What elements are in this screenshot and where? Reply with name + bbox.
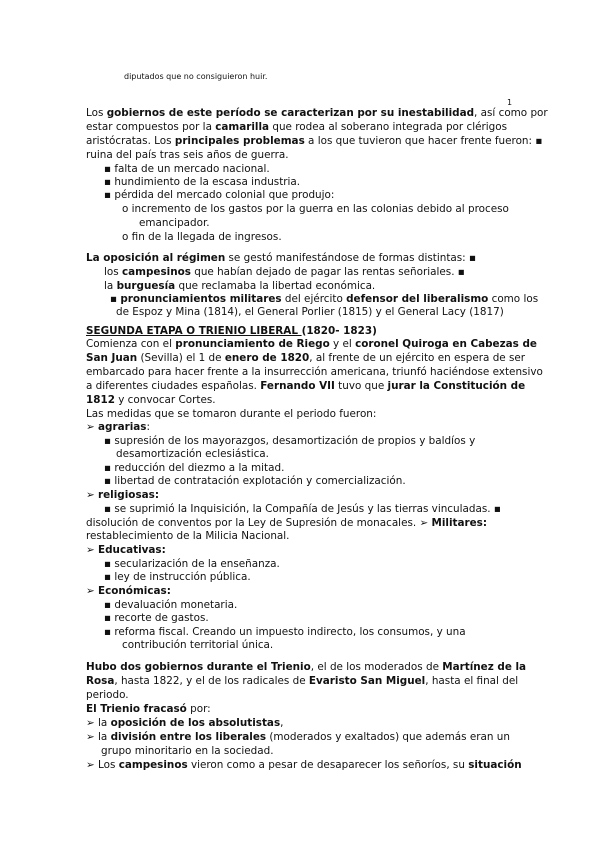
militares-line: restablecimiento de la Milicia Nacional. bbox=[86, 530, 290, 542]
trienio-line-1: Comienza con el pronunciamiento de Riego y el coronel Quiroga en Cabezas de bbox=[86, 338, 537, 350]
problem-bullet-2: ▪ hundimiento de la escasa industria. bbox=[104, 176, 301, 188]
educativas-bullet-2: ▪ ley de instrucción pública. bbox=[104, 571, 251, 583]
trienio-line-2: San Juan (Sevilla) el 1 de enero de 1820, al frente de un ejército en espera de ser bbox=[86, 352, 526, 364]
governments-line-3: aristócratas. Los principales problemas a los que tuvieron que hacer frente fueron: ▪ bbox=[86, 135, 543, 147]
fracaso-item-2: ➢ la división entre los liberales (moderados y exaltados) que además eran un bbox=[86, 731, 510, 743]
economicas-heading: ➢ Económicas: bbox=[86, 585, 171, 597]
agrarias-bullet-3: ▪ libertad de contratación explotación y comercialización. bbox=[104, 475, 406, 487]
opposition-line-4: ▪ pronunciamientos militares del ejército defensor del liberalismo como los bbox=[110, 293, 539, 305]
economicas-bullet-1: ▪ devaluación monetaria. bbox=[104, 599, 238, 611]
opposition-line-1: La oposición al régimen se gestó manifestándose de formas distintas: ▪ bbox=[86, 252, 477, 264]
top-fragment: diputados que no consiguieron huir. bbox=[124, 72, 268, 81]
trienio-line-5: 1812 y convocar Cortes. bbox=[86, 394, 216, 406]
opposition-line-2: los campesinos que habían dejado de pagar las rentas señoriales. ▪ bbox=[104, 266, 465, 278]
trienio-line-4: a diferentes ciudades españolas. Fernando VII tuvo que jurar la Constitución de bbox=[86, 380, 526, 392]
religiosas-heading: ➢ religiosas: bbox=[86, 489, 159, 501]
governments-line-4: ruina del país tras seis años de guerra. bbox=[86, 149, 289, 161]
agrarias-heading: ➢ agrarias: bbox=[86, 421, 150, 433]
section-heading: SEGUNDA ETAPA O TRIENIO LIBERAL (1820- 1823) bbox=[86, 325, 377, 337]
educativas-bullet-1: ▪ secularización de la enseñanza. bbox=[104, 558, 280, 570]
economicas-bullet-2: ▪ recorte de gastos. bbox=[104, 612, 209, 624]
fracaso-item-3: ➢ Los campesinos vieron como a pesar de desaparecer los señoríos, su situación bbox=[86, 759, 522, 771]
sub-bullet-1: o incremento de los gastos por la guerra en las colonias debido al proceso bbox=[122, 203, 509, 215]
agrarias-bullet-1-cont: desamortización eclesiástica. bbox=[116, 448, 269, 460]
problem-bullet-1: ▪ falta de un mercado nacional. bbox=[104, 163, 270, 175]
opposition-line-5: de Espoz y Mina (1814), el General Porlier (1815) y el General Lacy (1817) bbox=[116, 306, 504, 318]
religiosas-line-1: ▪ se suprimió la Inquisición, la Compañía de Jesús y las tierras vinculadas. ▪ bbox=[104, 503, 501, 515]
governments-line-2: estar compuestos por la camarilla que rodea al soberano integrada por clérigos bbox=[86, 121, 508, 133]
sub-bullet-1-cont: emancipador. bbox=[139, 217, 210, 229]
opposition-line-3: la burguesía que reclamaba la libertad económica. bbox=[104, 280, 376, 292]
educativas-heading: ➢ Educativas: bbox=[86, 544, 166, 556]
gobiernos-line-1: Hubo dos gobiernos durante el Trienio, el de los moderados de Martínez de la bbox=[86, 661, 527, 673]
religiosas-line-2: disolución de conventos por la Ley de Supresión de monacales. ➢ Militares: bbox=[86, 517, 488, 529]
gobiernos-line-3: periodo. bbox=[86, 689, 129, 701]
fracaso-heading: El Trienio fracasó por: bbox=[86, 703, 211, 715]
problem-bullet-3: ▪ pérdida del mercado colonial que produjo: bbox=[104, 189, 335, 201]
governments-line-1: Los gobiernos de este período se caracterizan por su inestabilidad, así como por bbox=[86, 107, 548, 119]
agrarias-bullet-1: ▪ supresión de los mayorazgos, desamortización de propios y baldíos y bbox=[104, 435, 476, 447]
trienio-line-6: Las medidas que se tomaron durante el periodo fueron: bbox=[86, 408, 377, 420]
fracaso-item-2-cont: grupo minoritario en la sociedad. bbox=[101, 745, 274, 757]
sub-bullet-2: o fin de la llegada de ingresos. bbox=[122, 231, 282, 243]
fracaso-item-1: ➢ la oposición de los absolutistas, bbox=[86, 717, 284, 729]
trienio-line-3: embarcado para hacer frente a la insurrección americana, triunfó haciéndose extensivo bbox=[86, 366, 543, 378]
economicas-bullet-3: ▪ reforma fiscal. Creando un impuesto indirecto, los consumos, y una bbox=[104, 626, 466, 638]
page-number: 1 bbox=[507, 98, 513, 107]
economicas-bullet-3-cont: contribución territorial única. bbox=[122, 639, 274, 651]
agrarias-bullet-2: ▪ reducción del diezmo a la mitad. bbox=[104, 462, 285, 474]
gobiernos-line-2: Rosa, hasta 1822, y el de los radicales de Evaristo San Miguel, hasta el final del bbox=[86, 675, 519, 687]
